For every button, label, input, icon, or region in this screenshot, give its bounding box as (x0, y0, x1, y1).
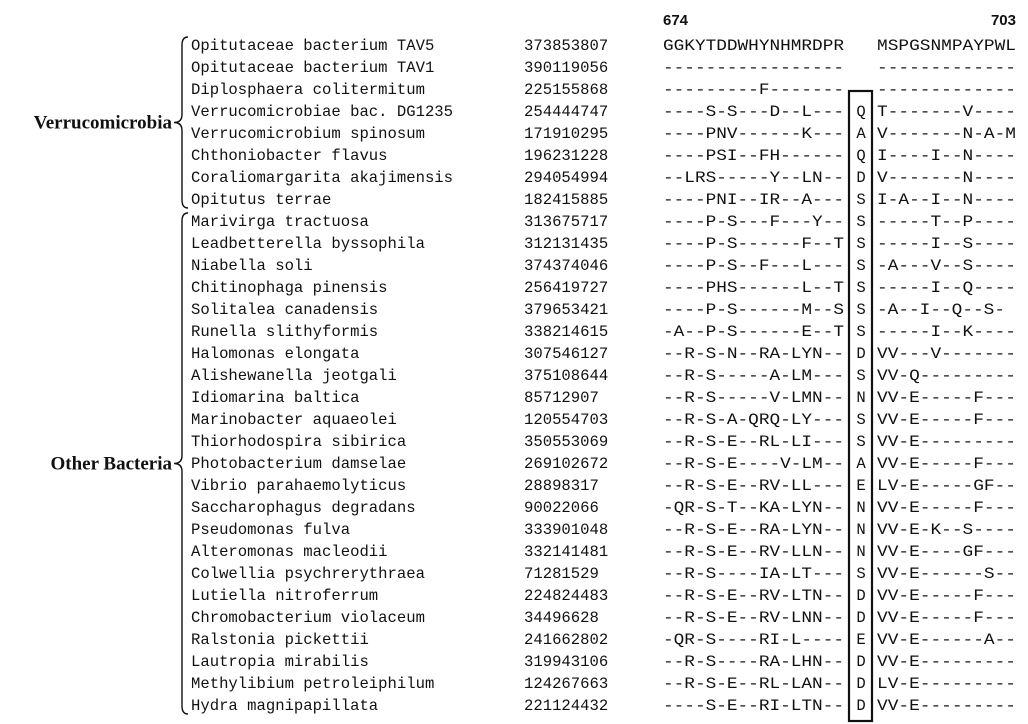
species-name: Alishewanella jeotgali (191, 367, 397, 385)
sequence-segment-left: ----PNI--IR--A--- (663, 191, 844, 209)
species-name: Leadbetterella byssophila (191, 235, 425, 253)
alignment-row (191, 301, 1005, 319)
sequence-segment-left: --R-S-E--RA-LYN-- (663, 521, 844, 539)
sequence-segment-right: -A---V--S---- (877, 257, 1016, 275)
alignment-row (191, 697, 1016, 715)
accession-id: 241662802 (524, 631, 609, 649)
sequence-segment-left: ----PHS------L--T (663, 279, 844, 297)
alignment-row (191, 279, 1016, 297)
boxed-residue: E (856, 631, 866, 649)
sequence-segment-left: GGKYTDDWHYNHMRDPR (663, 37, 844, 55)
sequence-segment-left: ----P-S------F--T (663, 235, 844, 253)
sequence-segment-left: ----S-E--RI-LTN-- (663, 697, 844, 715)
accession-id: 120554703 (524, 411, 609, 429)
group-brace (174, 37, 188, 208)
taxon-groups (34, 37, 188, 714)
sequence-segment-right: VV---V------- (877, 345, 1016, 363)
boxed-residue: S (856, 213, 866, 231)
alignment-row (191, 499, 1016, 517)
sequence-segment-right: VV-Q--------- (877, 367, 1016, 385)
accession-id: 90022066 (524, 499, 599, 517)
sequence-segment-right: VV-E----GF--- (877, 543, 1016, 561)
sequence-segment-right: VV-E-----F--- (877, 455, 1016, 473)
sequence-segment-right: LV-E--------- (877, 675, 1016, 693)
alignment-row (191, 521, 1016, 539)
species-name: Thiorhodospira sibirica (191, 433, 407, 451)
sequence-segment-right: I----I--N---- (877, 147, 1016, 165)
boxed-residue: D (856, 653, 866, 671)
alignment-row (191, 433, 1016, 451)
accession-id: 313675717 (524, 213, 609, 231)
group-label: Verrucomicrobia (33, 112, 172, 134)
boxed-residue: S (856, 367, 866, 385)
accession-id: 221124432 (524, 697, 609, 715)
sequence-segment-right: LV-E-----GF-- (877, 477, 1016, 495)
species-name: Verrucomicrobiae bac. DG1235 (191, 103, 454, 121)
alignment-row (191, 367, 1016, 385)
boxed-residue: Q (856, 147, 866, 165)
alignment-row (191, 323, 1016, 341)
accession-id: 196231228 (524, 147, 609, 165)
sequence-segment-left: --R-S-E--RV-LL--- (663, 477, 844, 495)
species-name: Diplosphaera colitermitum (191, 81, 425, 99)
sequence-segment-left: --R-S-E----V-LM-- (663, 455, 844, 473)
sequence-segment-left: --R-S-N--RA-LYN-- (663, 345, 844, 363)
boxed-residue: D (856, 345, 866, 363)
accession-id: 28898317 (524, 477, 599, 495)
species-name: Chitinophaga pinensis (191, 279, 388, 297)
alignment-row (191, 103, 1016, 121)
boxed-residue: S (856, 323, 866, 341)
boxed-residue: A (856, 455, 866, 473)
boxed-residue: E (856, 477, 866, 495)
sequence-segment-right: MSPGSNMPAYPWL (877, 37, 1016, 55)
sequence-segment-left: --R-S-E--RV-LLN-- (663, 543, 844, 561)
sequence-segment-left: ----P-S------M--S (663, 301, 844, 319)
alignment-row (191, 37, 1016, 55)
boxed-residue: S (856, 411, 866, 429)
alignment-row (191, 477, 1016, 495)
species-name: Verrucomicrobium spinosum (191, 125, 425, 143)
accession-id: 379653421 (524, 301, 609, 319)
species-name: Marivirga tractuosa (191, 213, 369, 231)
alignment-rows (191, 37, 1016, 715)
sequence-segment-right: I-A--I--N---- (877, 191, 1016, 209)
boxed-residue: D (856, 169, 866, 187)
species-name: Opitutaceae bacterium TAV5 (191, 37, 435, 55)
sequence-segment-left: ----P-S---F---Y-- (663, 213, 844, 231)
sequence-segment-left: ----PSI--FH------ (663, 147, 844, 165)
boxed-residue: N (856, 499, 866, 517)
sequence-segment-left: -QR-S----RI-L---- (663, 631, 844, 649)
alignment-row (191, 543, 1016, 561)
alignment-row (191, 455, 1016, 473)
sequence-segment-right: VV-E--------- (877, 433, 1016, 451)
sequence-segment-left: -QR-S-T--KA-LYN-- (663, 499, 844, 517)
sequence-segment-left: ----PNV------K--- (663, 125, 844, 143)
sequence-segment-left: --R-S-E--RV-LTN-- (663, 587, 844, 605)
sequence-segment-right: VV-E-K--S---- (877, 521, 1016, 539)
boxed-residue: N (856, 521, 866, 539)
species-name: Alteromonas macleodii (191, 543, 388, 561)
species-name: Chthoniobacter flavus (191, 147, 388, 165)
sequence-segment-left: --R-S-E--RL-LI--- (663, 433, 844, 451)
accession-id: 71281529 (524, 565, 599, 583)
boxed-residue: N (856, 543, 866, 561)
species-name: Solitalea canadensis (191, 301, 379, 319)
boxed-residue: D (856, 609, 866, 627)
alignment-row (191, 257, 1016, 275)
sequence-segment-right: -A--I--Q--S- (877, 301, 1005, 319)
species-name: Colwellia psychrerythraea (191, 565, 425, 583)
species-name: Marinobacter aquaeolei (191, 411, 397, 429)
sequence-segment-right: T-------V---- (877, 103, 1016, 121)
species-name: Halomonas elongata (191, 345, 360, 363)
boxed-residue: S (856, 565, 866, 583)
alignment-row (191, 565, 1016, 583)
alignment-row (191, 411, 1016, 429)
species-name: Hydra magnipapillata (191, 697, 379, 715)
accession-id: 269102672 (524, 455, 609, 473)
alignment-row (191, 169, 1016, 187)
accession-id: 307546127 (524, 345, 609, 363)
boxed-residue: S (856, 191, 866, 209)
sequence-segment-right: V-------N-A-M (877, 125, 1016, 143)
alignment-row (191, 389, 1016, 407)
accession-id: 85712907 (524, 389, 599, 407)
sequence-segment-right: VV-E--------- (877, 697, 1016, 715)
boxed-residue: D (856, 587, 866, 605)
alignment-row (191, 81, 1016, 99)
accession-id: 333901048 (524, 521, 609, 539)
accession-id: 332141481 (524, 543, 609, 561)
boxed-residue: S (856, 301, 866, 319)
sequence-segment-right: V-------N---- (877, 169, 1016, 187)
accession-id: 224824483 (524, 587, 609, 605)
accession-id: 182415885 (524, 191, 609, 209)
sequence-segment-left: --R-S-E--RV-LNN-- (663, 609, 844, 627)
accession-id: 375108644 (524, 367, 609, 385)
species-name: Photobacterium damselae (191, 455, 407, 473)
alignment-row (191, 125, 1016, 143)
boxed-residue: S (856, 279, 866, 297)
species-name: Lautropia mirabilis (191, 653, 369, 671)
sequence-segment-right: VV-E------S-- (877, 565, 1016, 583)
sequence-segment-right: VV-E-----F--- (877, 609, 1016, 627)
sequence-segment-right: VV-E-----F--- (877, 587, 1016, 605)
species-name: Chromobacterium violaceum (191, 609, 425, 627)
accession-id: 312131435 (524, 235, 609, 253)
accession-id: 171910295 (524, 125, 609, 143)
species-name: Pseudomonas fulva (191, 521, 351, 539)
sequence-segment-right: -----T--P---- (877, 213, 1016, 231)
sequence-segment-right: -----I--K---- (877, 323, 1016, 341)
alignment-row (191, 213, 1016, 231)
sequence-segment-right: VV-E-----F--- (877, 499, 1016, 517)
accession-id: 373853807 (524, 37, 609, 55)
accession-id: 390119056 (524, 59, 609, 77)
group-brace (174, 213, 188, 714)
sequence-segment-left: --LRS-----Y--LN-- (663, 169, 844, 187)
sequence-segment-left: --R-S-E--RL-LAN-- (663, 675, 844, 693)
sequence-segment-left: --R-S-----V-LMN-- (663, 389, 844, 407)
alignment-row (191, 59, 1016, 77)
sequence-segment-left: -A--P-S------E--T (663, 323, 844, 341)
boxed-residue: S (856, 433, 866, 451)
accession-id: 225155868 (524, 81, 609, 99)
species-name: Opitutaceae bacterium TAV1 (191, 59, 435, 77)
alignment-row (191, 653, 1016, 671)
sequence-segment-left: --R-S-A-QRQ-LY--- (663, 411, 844, 429)
species-name: Coraliomargarita akajimensis (191, 169, 454, 187)
alignment-row (191, 147, 1016, 165)
boxed-residue: S (856, 235, 866, 253)
sequence-segment-right: VV-E------A-- (877, 631, 1016, 649)
alignment-row (191, 609, 1016, 627)
alignment-row (191, 631, 1016, 649)
species-name: Niabella soli (191, 257, 313, 275)
accession-id: 124267663 (524, 675, 609, 693)
accession-id: 34496628 (524, 609, 599, 627)
boxed-residue: Q (856, 103, 866, 121)
accession-id: 254444747 (524, 103, 609, 121)
alignment-row (191, 235, 1016, 253)
group-label: Other Bacteria (50, 453, 172, 475)
position-start-label: 674 (663, 12, 689, 29)
alignment-row (191, 191, 1016, 209)
position-end-label: 703 (990, 12, 1016, 29)
alignment-row (191, 587, 1016, 605)
alignment-row (191, 675, 1016, 693)
boxed-residue: D (856, 697, 866, 715)
alignment-row (191, 345, 1016, 363)
sequence-segment-left: ----------------- (663, 59, 844, 77)
sequence-segment-right: ------------- (877, 81, 1016, 99)
boxed-residue: S (856, 257, 866, 275)
species-name: Vibrio parahaemolyticus (191, 477, 407, 495)
species-name: Lutiella nitroferrum (191, 587, 379, 605)
sequence-segment-right: -----I--Q---- (877, 279, 1016, 297)
sequence-segment-left: --R-S-----A-LM--- (663, 367, 844, 385)
species-name: Opitutus terrae (191, 191, 332, 209)
accession-id: 338214615 (524, 323, 609, 341)
species-name: Idiomarina baltica (191, 389, 360, 407)
sequence-segment-right: ------------- (877, 59, 1016, 77)
accession-id: 319943106 (524, 653, 609, 671)
accession-id: 374374046 (524, 257, 609, 275)
boxed-residue: D (856, 675, 866, 693)
species-name: Ralstonia pickettii (191, 631, 369, 649)
sequence-segment-left: ----S-S---D--L--- (663, 103, 844, 121)
sequence-segment-right: VV-E-----F--- (877, 411, 1016, 429)
sequence-segment-left: --R-S----RA-LHN-- (663, 653, 844, 671)
boxed-residue: N (856, 389, 866, 407)
sequence-segment-left: ----P-S--F---L--- (663, 257, 844, 275)
species-name: Runella slithyformis (191, 323, 379, 341)
species-name: Saccharophagus degradans (191, 499, 416, 517)
sequence-segment-right: VV-E--------- (877, 653, 1016, 671)
accession-id: 256419727 (524, 279, 609, 297)
sequence-segment-left: ---------F------- (663, 81, 844, 99)
accession-id: 350553069 (524, 433, 609, 451)
sequence-segment-right: VV-E-----F--- (877, 389, 1016, 407)
accession-id: 294054994 (524, 169, 609, 187)
sequence-segment-right: -----I--S---- (877, 235, 1016, 253)
taxon-group (34, 37, 188, 208)
species-name: Methylibium petroleiphilum (191, 675, 435, 693)
sequence-segment-left: --R-S----IA-LT--- (663, 565, 844, 583)
boxed-residue: A (856, 125, 866, 143)
taxon-group (50, 213, 188, 714)
